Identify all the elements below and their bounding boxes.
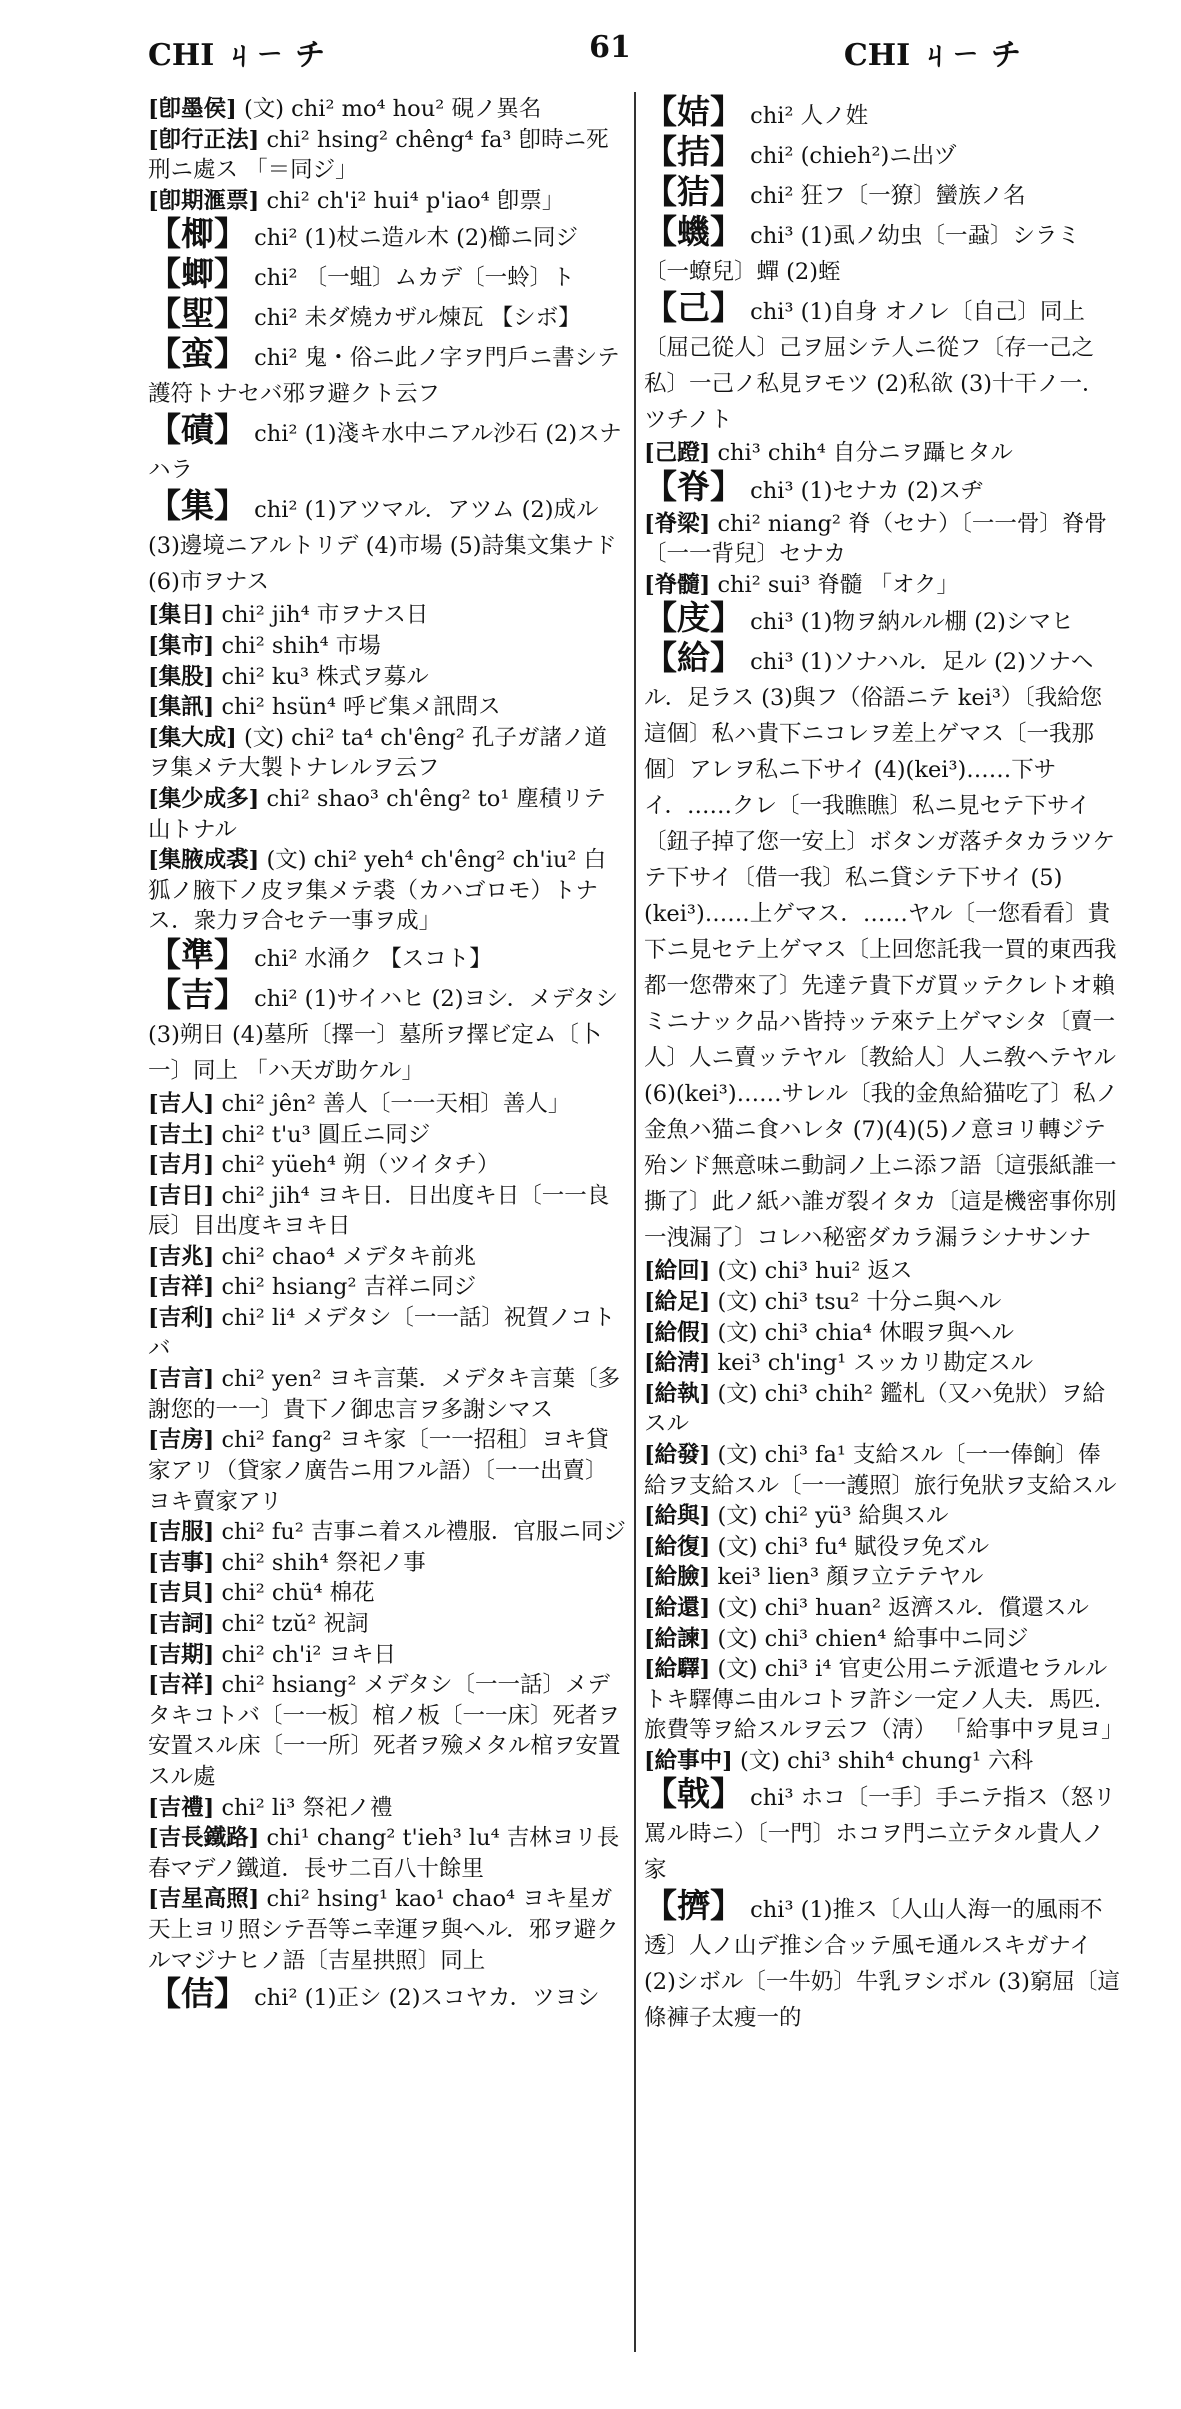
dictionary-entry bbox=[148, 488, 626, 600]
entry-headword: 【磧】 bbox=[148, 410, 247, 450]
dictionary-entry bbox=[148, 296, 626, 336]
column-divider bbox=[634, 92, 636, 2352]
dictionary-entry bbox=[148, 125, 626, 186]
entry-definition: chi³ (1)虱ノ幼虫〔一蝨〕シラミ〔一蟟兒〕蟬 (2)蛭 bbox=[644, 223, 1080, 285]
dictionary-entry bbox=[644, 174, 1122, 214]
entry-headword: [集少成多] bbox=[148, 785, 260, 812]
entry-headword: [吉土] bbox=[148, 1121, 215, 1148]
entry-headword: [給回] bbox=[644, 1258, 711, 1285]
entry-headword: [吉詞] bbox=[148, 1611, 215, 1637]
dictionary-entry bbox=[148, 336, 626, 412]
dictionary-entry bbox=[644, 94, 1122, 134]
dictionary-entry bbox=[148, 1425, 626, 1517]
entry-headword: [吉言] bbox=[148, 1366, 215, 1393]
entry-headword: [吉人] bbox=[148, 1090, 215, 1117]
dictionary-entry bbox=[644, 1562, 1122, 1593]
entry-definition: chi³ (1)セナカ (2)スヂ bbox=[750, 477, 984, 504]
entry-headword: [脊髓] bbox=[644, 571, 711, 598]
page-number: 61 bbox=[589, 30, 631, 65]
entry-headword: [吉服] bbox=[148, 1519, 215, 1546]
dictionary-entry bbox=[644, 1318, 1122, 1349]
dictionary-entry bbox=[148, 974, 626, 1089]
entry-definition: chi² 鬼・俗ニ此ノ字ヲ門戶ニ書シテ護符トナセバ邪ヲ避クト云フ bbox=[148, 345, 620, 408]
entry-headword: 【集】 bbox=[148, 486, 247, 526]
entry-definition: (文) chi² yü³ 給與スル bbox=[717, 1503, 949, 1530]
dictionary-entry bbox=[148, 723, 626, 784]
entry-headword: [給發] bbox=[644, 1441, 711, 1468]
entry-definition: chi² niang² 脊（セナ）〔一一骨〕脊骨〔一一背兒〕セナカ bbox=[644, 510, 1107, 568]
entry-headword: 【庋】 bbox=[644, 598, 743, 638]
entry-headword: [給復] bbox=[644, 1533, 711, 1560]
entry-definition: chi² yen² ヨキ言葉．メデタキ言葉〔多謝您的一一〕貴下ノ御忠言ヲ多謝シマス bbox=[148, 1366, 620, 1423]
dictionary-entry bbox=[644, 1348, 1122, 1379]
entry-definition: chi² chao⁴ メデタキ前兆 bbox=[221, 1243, 477, 1270]
dictionary-entry bbox=[644, 1287, 1122, 1318]
entry-headword: [給臉] bbox=[644, 1564, 711, 1591]
entry-headword: [吉日] bbox=[148, 1182, 215, 1209]
dictionary-entry bbox=[644, 570, 1122, 601]
entry-headword: [卽行正法] bbox=[148, 126, 260, 153]
entry-headword: [吉貝] bbox=[148, 1580, 215, 1607]
right-column bbox=[644, 94, 1122, 2036]
dictionary-entry bbox=[148, 1823, 626, 1884]
dictionary-entry bbox=[644, 1654, 1122, 1746]
dictionary-entry bbox=[644, 438, 1122, 469]
dictionary-entry bbox=[148, 186, 626, 217]
dictionary-entry bbox=[148, 1150, 626, 1181]
dictionary-entry bbox=[148, 1242, 626, 1273]
entry-definition: (文) chi³ chia⁴ 休暇ヲ與ヘル bbox=[717, 1319, 1014, 1346]
dictionary-entry bbox=[148, 94, 626, 125]
entry-definition: (文) chi³ chien⁴ 給事中ニ同ジ bbox=[717, 1625, 1029, 1652]
entry-definition: (文) chi³ hui² 返ス bbox=[717, 1258, 913, 1285]
entry-headword: 【拮】 bbox=[644, 132, 743, 171]
entry-definition: chi² fu² 吉事ニ着スル禮服．官服ニ同ジ bbox=[221, 1519, 626, 1546]
dictionary-entry bbox=[644, 1624, 1122, 1655]
dictionary-entry bbox=[644, 509, 1122, 570]
dictionary-entry bbox=[148, 1517, 626, 1548]
entry-headword: [吉星高照] bbox=[148, 1886, 260, 1913]
dictionary-entry bbox=[148, 1303, 626, 1364]
entry-headword: [吉期] bbox=[148, 1641, 215, 1668]
entry-headword: [吉房] bbox=[148, 1427, 215, 1454]
dictionary-entry bbox=[148, 1181, 626, 1242]
dictionary-entry bbox=[644, 1746, 1122, 1777]
entry-definition: (文) chi² mo⁴ hou² 硯ノ異名 bbox=[243, 96, 542, 122]
dictionary-entry bbox=[148, 1976, 626, 2016]
dictionary-entry bbox=[644, 1501, 1122, 1532]
entry-headword: 【戟】 bbox=[644, 1774, 743, 1814]
entry-definition: chi² yüeh⁴ 朔（ツイタチ） bbox=[221, 1152, 500, 1179]
entry-headword: [給淸] bbox=[644, 1350, 711, 1377]
entry-headword: [給事中] bbox=[644, 1747, 733, 1774]
entry-definition: chi³ (1)自身 オノレ〔自己〕同上〔屈己從人〕己ヲ屈シテ人ニ從フ〔存一己之私〕一己ノ私見ヲモツ (2)私欲 (3)十干ノ一．ツチノト bbox=[644, 299, 1105, 433]
entry-definition: chi² sui³ 脊髓 「オク」 bbox=[717, 571, 960, 598]
entry-definition: chi³ chih⁴ 自分ニヲ躡ヒタル bbox=[717, 440, 1013, 466]
entry-definition: chi² 人ノ姓 bbox=[750, 103, 869, 129]
dictionary-entry bbox=[148, 1578, 626, 1609]
entry-headword: 【佶】 bbox=[148, 1974, 247, 2014]
dictionary-entry bbox=[148, 1120, 626, 1151]
entry-headword: [卽期滙票] bbox=[148, 187, 260, 214]
entry-headword: 【脊】 bbox=[644, 466, 743, 506]
entry-definition: (文) chi³ i⁴ 官吏公用ニテ派遣セラルルトキ驛傳ニ由ルコトヲ許シ一定ノ人夫．馬匹．旅費等ヲ給スルヲ云フ（淸） 「給事中ヲ見ヨ」 bbox=[644, 1656, 1124, 1744]
dictionary-entry bbox=[644, 1379, 1122, 1440]
dictionary-entry bbox=[644, 290, 1122, 438]
dictionary-entry bbox=[148, 216, 626, 256]
dictionary-entry bbox=[644, 640, 1122, 1256]
running-head-left: CHI ㄐㄧ チ bbox=[148, 38, 326, 73]
entry-definition: chi² shih⁴ 市場 bbox=[221, 632, 381, 659]
dictionary-entry bbox=[148, 845, 626, 937]
entry-definition: chi² li³ 祭祀ノ禮 bbox=[221, 1794, 393, 1821]
entry-headword: [給諫] bbox=[644, 1625, 711, 1652]
entry-definition: kei³ ch'ing¹ スッカリ勘定スル bbox=[717, 1350, 1034, 1377]
entry-headword: [給足] bbox=[644, 1288, 711, 1315]
entry-definition: kei³ lien³ 顏ヲ立テテヤル bbox=[717, 1564, 984, 1591]
entry-definition: chi² 〔一蛆〕ムカデ〔一蛉〕ト bbox=[254, 265, 575, 292]
entry-headword: [卽墨侯] bbox=[148, 96, 237, 122]
entry-headword: 【給】 bbox=[644, 638, 743, 678]
dictionary-entry bbox=[148, 1884, 626, 1976]
entry-definition: chi² (chieh²)ニ出ヅ bbox=[750, 143, 957, 169]
dictionary-entry bbox=[148, 1272, 626, 1303]
entry-definition: chi² hsiang² メデタシ〔一一話〕メデタキコトバ〔一一板〕棺ノ板〔一一床〕死者ヲ安置スル床〔一一所〕死者ヲ殮メタル棺ヲ安置スル處 bbox=[148, 1672, 621, 1790]
dictionary-entry bbox=[644, 600, 1122, 640]
dictionary-entry bbox=[148, 692, 626, 723]
entry-definition: chi² t'u³ 圓丘ニ同ジ bbox=[221, 1121, 431, 1148]
dictionary-entry bbox=[148, 1670, 626, 1792]
entry-headword: [給還] bbox=[644, 1594, 711, 1621]
dictionary-entry bbox=[148, 1089, 626, 1120]
dictionary-entry bbox=[148, 1548, 626, 1579]
entry-headword: 【蛮】 bbox=[148, 334, 247, 374]
entry-headword: [吉事] bbox=[148, 1549, 215, 1576]
entry-definition: chi² (1)サイハヒ (2)ヨシ．メデタシ (3)朔日 (4)墓所〔擇一〕墓所ヲ擇ビ定ム〔卜一〕同上 「ハ天ガ助ケル」 bbox=[148, 985, 619, 1084]
dictionary-entry bbox=[644, 134, 1122, 174]
entry-definition: (文) chi³ shih⁴ chung¹ 六科 bbox=[739, 1747, 1034, 1774]
entry-definition: chi² fang² ヨキ家〔一一招租〕ヨキ貸家アリ（貸家ノ廣告ニ用フル語）〔一一出賣〕ヨキ賣家アリ bbox=[148, 1427, 609, 1515]
entry-definition: chi² 狂フ〔一獠〕蠻族ノ名 bbox=[750, 183, 1026, 209]
entry-definition: chi² jên² 善人〔一一天相〕善人」 bbox=[221, 1090, 571, 1117]
entry-definition: chi² shao³ ch'êng² to¹ 塵積リテ山トナル bbox=[148, 785, 607, 843]
entry-definition: (文) chi³ tsu² 十分ニ與ヘル bbox=[717, 1288, 1002, 1315]
entry-headword: 【姞】 bbox=[644, 92, 743, 131]
entry-headword: [己蹬] bbox=[644, 440, 711, 466]
entry-headword: [吉利] bbox=[148, 1305, 215, 1332]
dictionary-entry bbox=[644, 466, 1122, 509]
entry-headword: 【吉】 bbox=[148, 974, 247, 1014]
entry-definition: chi² jih⁴ 市ヲナス日 bbox=[221, 602, 429, 629]
entry-headword: [脊梁] bbox=[644, 510, 711, 537]
entry-headword: [集日] bbox=[148, 602, 215, 629]
entry-definition: (文) chi² ta⁴ ch'êng² 孔子ガ諸ノ道ヲ集メテ大製トナレルヲ云フ bbox=[148, 724, 607, 782]
dictionary-entry bbox=[644, 1440, 1122, 1501]
entry-headword: [給驛] bbox=[644, 1656, 711, 1683]
entry-headword: [吉兆] bbox=[148, 1243, 215, 1270]
entry-definition: (文) chi³ fu⁴ 賦役ヲ免ズル bbox=[717, 1533, 990, 1560]
entry-headword: 【蟣】 bbox=[644, 212, 743, 251]
dictionary-entry bbox=[148, 934, 626, 977]
dictionary-entry bbox=[644, 1532, 1122, 1563]
entry-definition: chi¹ chang² t'ieh³ lu⁴ 吉林ヨリ長春マデノ鐵道．長サ二百八十餘里 bbox=[148, 1825, 620, 1882]
entry-definition: chi³ ホコ〔一手〕手ニテ指ス（怒リ罵ル時ニ）〔一門〕ホコヲ門ニ立テタル貴人ノ家 bbox=[644, 1785, 1116, 1884]
entry-definition: chi² hsing² chêng⁴ fa³ 卽時ニ死刑ニ處ス 「＝同ジ」 bbox=[148, 126, 609, 184]
entry-headword: [吉月] bbox=[148, 1152, 215, 1179]
entry-definition: chi² hsing¹ kao¹ chao⁴ ヨキ星ガ天上ヨリ照シテ吾等ニ幸運ヲ與ヘル．邪ヲ避クルマジナヒノ語〔吉星拱照〕同上 bbox=[148, 1886, 619, 1974]
entry-definition: chi² ch'i² hui⁴ p'iao⁴ 卽票」 bbox=[266, 187, 565, 214]
entry-definition: chi² li⁴ メデタシ〔一一話〕祝賀ノコトバ bbox=[148, 1305, 616, 1362]
entry-definition: chi² ch'i² ヨキ日 bbox=[221, 1641, 397, 1668]
entry-headword: [集市] bbox=[148, 632, 215, 659]
entry-headword: 【蝍】 bbox=[148, 254, 247, 294]
dictionary-entry bbox=[644, 214, 1122, 290]
entry-headword: [給執] bbox=[644, 1380, 711, 1407]
entry-definition: chi² (1)アツマル．アツム (2)成ル (3)邊境ニアルトリデ (4)市場 (5)詩集文集ナド (6)市ヲナス bbox=[148, 497, 617, 596]
dictionary-entry bbox=[148, 1640, 626, 1671]
entry-headword: 【楖】 bbox=[148, 214, 247, 254]
dictionary-entry bbox=[148, 1364, 626, 1425]
entry-definition: chi² (1)杖ニ造ル木 (2)櫛ニ同ジ bbox=[254, 225, 579, 252]
entry-headword: [吉長鐵路] bbox=[148, 1825, 260, 1852]
entry-definition: (文) chi³ huan² 返濟スル．償還スル bbox=[717, 1594, 1089, 1621]
dictionary-entry bbox=[148, 662, 626, 693]
entry-headword: 【狤】 bbox=[644, 172, 743, 211]
entry-headword: [吉禮] bbox=[148, 1794, 215, 1821]
entry-definition: chi² jih⁴ ヨキ日．日出度キ日〔一一良辰〕目出度キヨキ日 bbox=[148, 1182, 610, 1240]
entry-headword: [吉祥] bbox=[148, 1274, 215, 1301]
entry-definition: chi³ (1)ソナハル．足ル (2)ソナヘル．足ラス (3)與フ（俗語ニテ kei³）〔我給您這個〕私ハ貴下ニコレヲ差上ゲマス〔一我那個〕アレヲ私ニ下サイ (4)(kei³)……下サイ．……クレ〔一我瞧瞧〕私ニ見セテ下サイ〔鈕子掉了您一安上〕ボタンガ落チタカラツケテ下サイ〔借一我〕私ニ貸シテ下サイ (5)(kei³)……上ゲマス．……ヤル〔一您看看〕貴下ニ見セテ上ゲマス〔上回您託我一買的東西我都一您帶來了〕先達テ貴下ガ買ッテクレトオ賴ミニナック品ハ皆持ッテ來テ上ゲマシタ〔賣一人〕人ニ賣ッテヤル〔教給人〕人ニ敎ヘテヤル (6)(kei³)……サレル〔我的金魚給猫吃了〕私ノ金魚ハ猫ニ食ハレタ (7)(4)(5)ノ意ヨリ轉ジテ殆ンド無意味ニ動詞ノ上ニ添フ語〔這張紙誰一撕了〕此ノ紙ハ誰ガ裂イタカ〔這是機密事你別一洩漏了〕コレハ秘密ダカラ漏ラシナサンナ bbox=[644, 649, 1119, 1252]
entry-definition: chi² ku³ 株式ヲ募ル bbox=[221, 663, 429, 690]
entry-definition: chi² hsün⁴ 呼ビ集メ訊問ス bbox=[221, 694, 501, 721]
dictionary-entry bbox=[148, 1793, 626, 1824]
entry-definition: chi² (1)淺キ水中ニアル沙石 (2)スナハラ bbox=[148, 421, 622, 484]
entry-definition: chi³ (1)推ス〔人山人海一的風雨不透〕人ノ山デ推シ合ッテ風モ通ルスキガナイ (2)シボル〔一牛奶〕牛乳ヲシボル (3)窮屈〔這條褲子太瘦一的 bbox=[644, 1897, 1120, 2032]
entry-definition: chi² tzŭ² 祝詞 bbox=[221, 1611, 369, 1637]
dictionary-entry bbox=[148, 600, 626, 631]
entry-headword: 【擠】 bbox=[644, 1886, 743, 1926]
dictionary-entry bbox=[148, 256, 626, 296]
dictionary-entry bbox=[644, 1776, 1122, 1888]
entry-definition: chi³ (1)物ヲ納ルル棚 (2)シマヒ bbox=[750, 609, 1074, 636]
entry-definition: (文) chi³ chih² 鑑札（又ハ免狀）ヲ給スル bbox=[644, 1380, 1106, 1438]
entry-definition: (文) chi² yeh⁴ ch'êng² ch'iu² 白狐ノ腋下ノ皮ヲ集メテ裘（カハゴロモ）トナス．衆力ヲ合セテ一事ヲ成」 bbox=[148, 847, 607, 935]
running-head-right: CHI ㄐㄧ チ bbox=[843, 38, 1021, 73]
entry-headword: [集腋成裘] bbox=[148, 847, 260, 874]
entry-headword: 【準】 bbox=[148, 934, 247, 974]
entry-definition: chi² chü⁴ 棉花 bbox=[221, 1580, 375, 1607]
entry-headword: 【堲】 bbox=[148, 294, 247, 334]
entry-headword: 【己】 bbox=[644, 288, 743, 327]
entry-definition: chi² hsiang² 吉祥ニ同ジ bbox=[221, 1274, 477, 1301]
entry-definition: chi² 未ダ燒カザル煉瓦 【シボ】 bbox=[254, 305, 581, 332]
dictionary-entry bbox=[644, 1888, 1122, 2036]
entry-headword: [給假] bbox=[644, 1319, 711, 1346]
entry-headword: [給與] bbox=[644, 1503, 711, 1530]
entry-definition: chi² 水涌ク 【スコト】 bbox=[254, 945, 492, 972]
entry-definition: chi² shih⁴ 祭祀ノ事 bbox=[221, 1549, 426, 1576]
dictionary-entry bbox=[644, 1256, 1122, 1287]
left-column bbox=[148, 94, 626, 2016]
dictionary-entry bbox=[148, 631, 626, 662]
dictionary-entry bbox=[644, 1593, 1122, 1624]
entry-headword: [集訊] bbox=[148, 694, 215, 721]
entry-definition: (文) chi³ fa¹ 支給スル〔一一俸餉〕俸給ヲ支給スル〔一一護照〕旅行免狀ヲ支給スル bbox=[644, 1441, 1117, 1499]
entry-headword: [集大成] bbox=[148, 724, 237, 751]
entry-headword: [集股] bbox=[148, 663, 215, 690]
dictionary-entry bbox=[148, 784, 626, 845]
entry-headword: [吉祥] bbox=[148, 1672, 215, 1699]
dictionary-entry bbox=[148, 412, 626, 488]
entry-definition: chi² (1)正シ (2)スコヤカ．ツヨシ bbox=[254, 1985, 600, 2012]
dictionary-entry bbox=[148, 1609, 626, 1640]
